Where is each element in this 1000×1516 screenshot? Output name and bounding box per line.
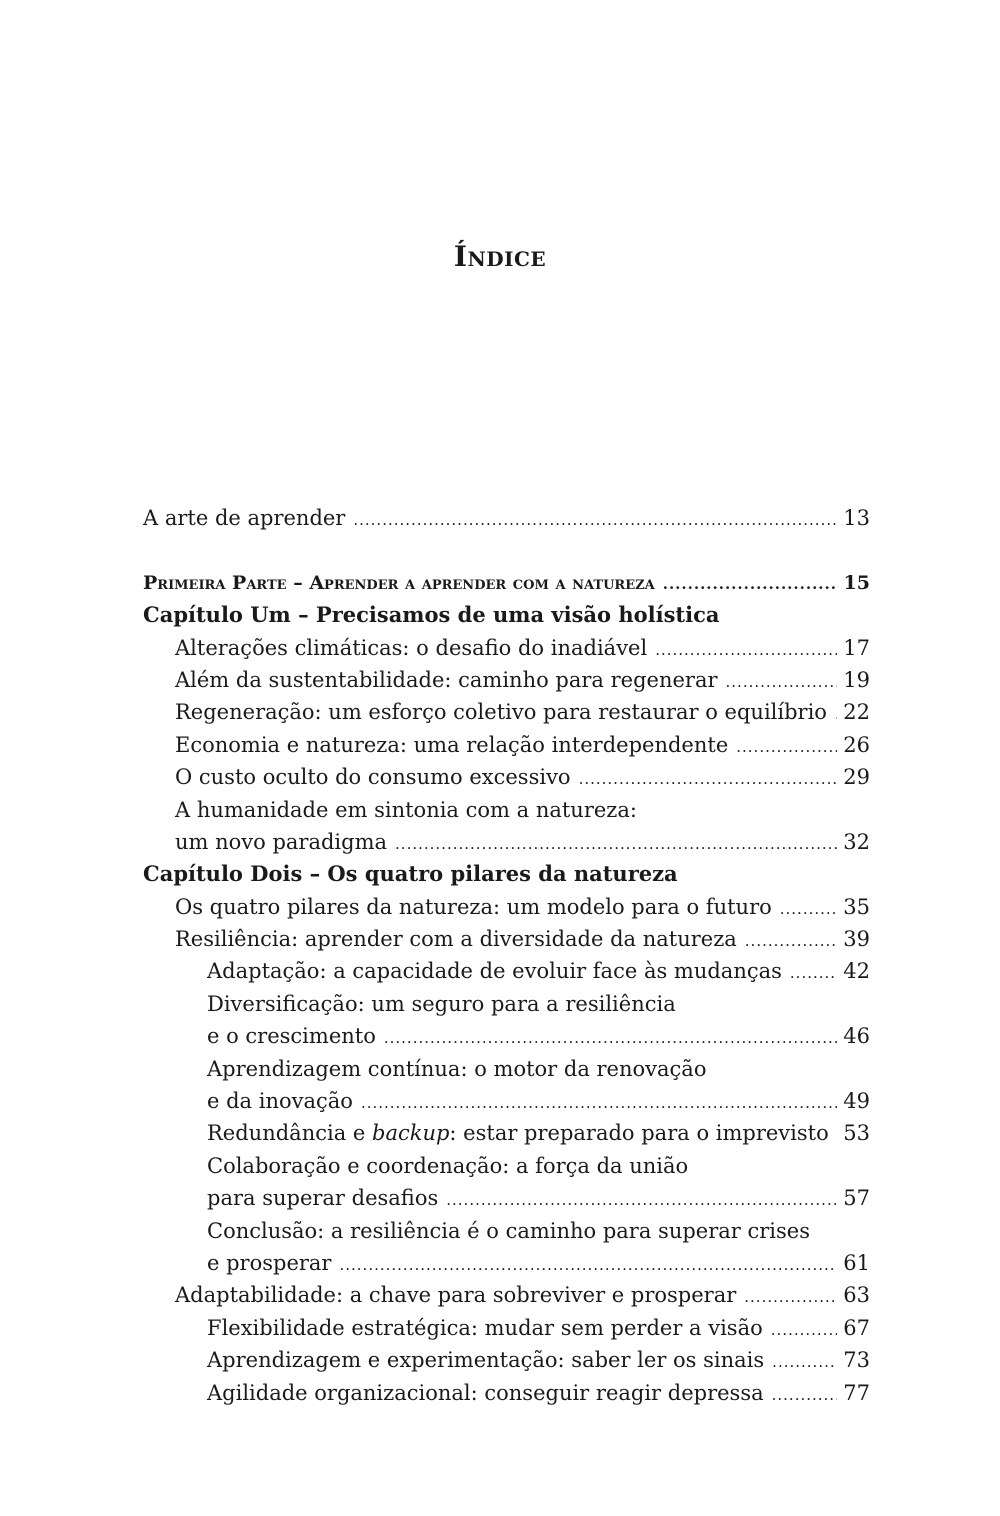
toc-entry-title: A arte de aprender (143, 506, 346, 530)
dot-leader (395, 828, 837, 860)
toc-entry[interactable] (143, 955, 870, 987)
toc-entry[interactable] (143, 729, 870, 761)
toc-entry-title: Flexibilidade estratégica: mudar sem perder a visão (207, 1315, 763, 1340)
toc-entry-title: Colaboração e coordenação: a força da união (207, 1153, 689, 1178)
toc-entry-title-italic: backup (372, 1121, 450, 1146)
toc-entry-page: 26 (843, 732, 870, 757)
dot-leader (446, 1184, 837, 1216)
toc-chapter-heading[interactable] (143, 858, 870, 890)
toc-entry-page: 46 (843, 1024, 870, 1049)
toc-entry-title: Diversificação: um seguro para a resiliência (207, 991, 676, 1016)
dot-leader (579, 763, 838, 795)
toc-entry-title: Adaptabilidade: a chave para sobreviver e prosperar (175, 1283, 737, 1308)
dot-leader (736, 731, 837, 763)
toc-entry-page: 49 (843, 1089, 870, 1114)
toc-entry-title: e da inovação (207, 1089, 353, 1114)
toc-entry-page: 32 (843, 829, 870, 854)
dot-leader (835, 698, 837, 730)
page-title: Índice (453, 240, 547, 273)
toc-entry-page: 63 (843, 1283, 870, 1308)
toc-entry-page: 39 (843, 927, 870, 952)
toc-entry[interactable] (143, 1182, 870, 1214)
toc-entry[interactable] (143, 1247, 870, 1279)
toc-entry[interactable] (143, 1377, 870, 1409)
toc-chapter-heading[interactable] (143, 599, 870, 631)
toc-entry[interactable] (143, 1117, 870, 1149)
toc-entry-page: 13 (843, 506, 870, 530)
toc-entry-title: Resiliência: aprender com a diversidade da natureza (175, 927, 737, 952)
toc-entry-title: Primeira Parte – Aprender a aprender com a natureza (143, 571, 655, 594)
toc-entry-title: Capítulo Um – Precisamos de uma visão holística (143, 602, 720, 628)
toc-entry[interactable] (143, 826, 870, 858)
dot-leader (837, 1119, 838, 1151)
toc-entry-page: 19 (843, 667, 870, 692)
dot-leader (339, 1249, 837, 1281)
dot-leader (772, 1346, 837, 1378)
dot-leader (663, 568, 838, 600)
toc-entry[interactable] (143, 696, 870, 728)
dot-leader (790, 957, 837, 989)
toc-entry-title: Economia e natureza: uma relação interdependente (175, 732, 729, 757)
dot-leader (745, 925, 837, 957)
toc-entry-page: 77 (843, 1380, 870, 1405)
toc-entry-page: 35 (843, 894, 870, 919)
toc-entry-title: Agilidade organizacional: conseguir reagir depressa (207, 1380, 764, 1405)
toc-entry-page: 15 (843, 571, 870, 594)
toc-entry-page: 53 (843, 1121, 870, 1146)
dot-leader (353, 504, 837, 536)
dot-leader (780, 893, 838, 925)
toc-entry[interactable] (143, 632, 870, 664)
dot-leader (384, 1022, 837, 1054)
toc-entry-title: Capítulo Dois – Os quatro pilares da natureza (143, 861, 678, 887)
toc-entry-title: Além da sustentabilidade: caminho para regenerar (175, 667, 718, 692)
toc-entry-line[interactable] (143, 1053, 870, 1085)
toc-entry-page: 29 (843, 765, 870, 790)
toc-part-heading[interactable] (143, 567, 870, 599)
toc-entry-page: 57 (843, 1186, 870, 1211)
toc-entry-page: 73 (843, 1348, 870, 1373)
table-of-contents (143, 502, 870, 1409)
toc-entry-title: Aprendizagem e experimentação: saber ler os sinais (207, 1348, 765, 1373)
toc-entry-title: Os quatro pilares da natureza: um modelo para o futuro (175, 894, 772, 919)
toc-entry-page: 17 (843, 635, 870, 660)
toc-entry-line[interactable] (143, 794, 870, 826)
toc-entry-page: 42 (843, 959, 870, 984)
dot-leader (771, 1314, 838, 1346)
toc-entry-title: Regeneração: um esforço coletivo para restaurar o equilíbrio (175, 700, 827, 725)
toc-entry-title: e prosperar (207, 1250, 332, 1275)
toc-entry[interactable] (143, 1020, 870, 1052)
toc-entry[interactable] (143, 761, 870, 793)
toc-entry-title: Adaptação: a capacidade de evoluir face às mudanças (207, 959, 782, 984)
toc-entry-title: e o crescimento (207, 1024, 376, 1049)
toc-entry-title-part: Redundância e (207, 1121, 372, 1146)
toc-entry-line[interactable] (143, 1150, 870, 1182)
toc-entry-line[interactable] (143, 1215, 870, 1247)
dot-leader (744, 1281, 837, 1313)
toc-entry-page: 61 (843, 1250, 870, 1275)
toc-entry[interactable] (143, 1344, 870, 1376)
dot-leader (726, 666, 838, 698)
toc-entry[interactable] (143, 1312, 870, 1344)
toc-entry-title (207, 1117, 829, 1149)
toc-entry-title: O custo oculto do consumo excessivo (175, 765, 571, 790)
dot-leader (655, 634, 837, 666)
toc-entry[interactable] (143, 664, 870, 696)
toc-entry[interactable] (143, 1279, 870, 1311)
toc-entry[interactable] (143, 1085, 870, 1117)
toc-entry-title: um novo paradigma (175, 829, 388, 854)
toc-entry-page: 67 (843, 1315, 870, 1340)
toc-entry[interactable] (143, 891, 870, 923)
dot-leader (772, 1379, 838, 1411)
toc-entry-page: 22 (843, 700, 870, 725)
toc-entry-line[interactable] (143, 988, 870, 1020)
toc-entry-title: Alterações climáticas: o desafio do inadiável (175, 635, 648, 660)
toc-entry-title: Aprendizagem contínua: o motor da renovação (207, 1056, 707, 1081)
toc-entry[interactable] (143, 502, 870, 534)
toc-entry-title: A humanidade em sintonia com a natureza: (175, 797, 637, 822)
toc-entry-title-part: : estar preparado para o imprevisto (449, 1121, 829, 1146)
toc-entry-title: Conclusão: a resiliência é o caminho para superar crises (207, 1218, 810, 1243)
dot-leader (361, 1087, 837, 1119)
toc-entry[interactable] (143, 923, 870, 955)
toc-entry-title: para superar desafios (207, 1186, 439, 1211)
